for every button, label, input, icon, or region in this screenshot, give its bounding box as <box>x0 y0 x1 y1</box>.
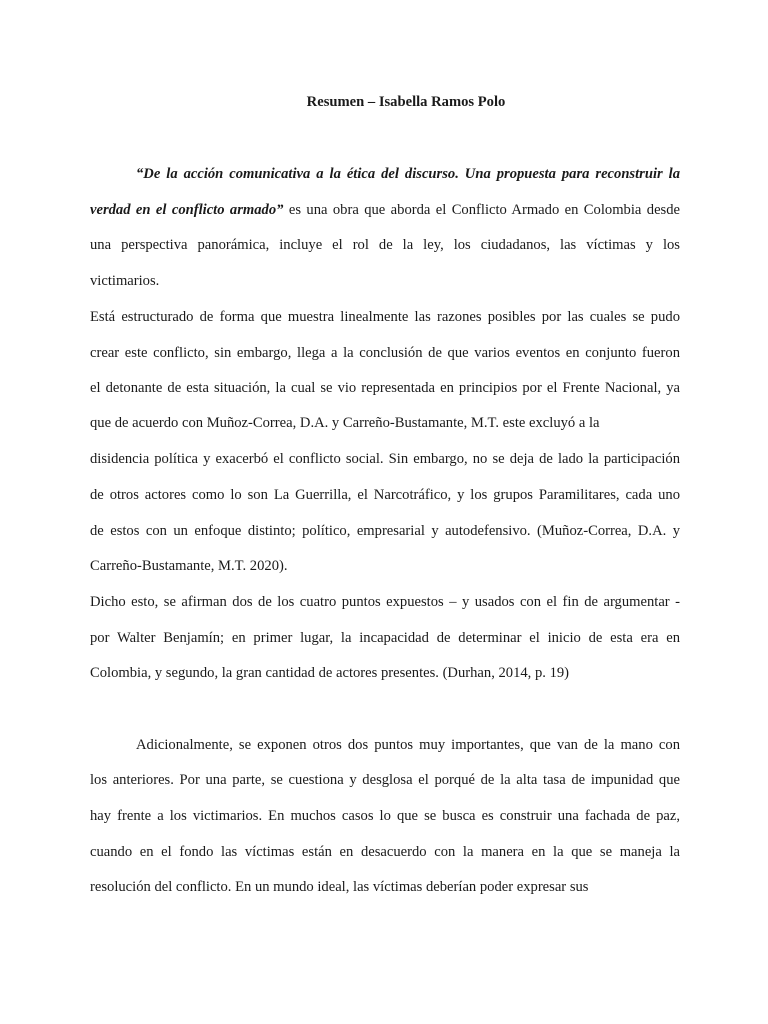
paragraph-4-line: cuando en el fondo las víctimas están en desacuerdo con la manera en la que se maneja la <box>90 844 680 860</box>
paragraph-3-line: por Walter Benjamín; en primer lugar, la incapacidad de determinar el inicio de esta era en <box>90 630 680 646</box>
paragraph-3-line: Dicho esto, se afirman dos de los cuatro puntos expuestos – y usados con el fin de argumentar - <box>90 594 680 610</box>
paragraph-2-line: de otros actores como lo son La Guerrilla, el Narcotráfico, y los grupos Paramilitares, cada uno <box>90 487 680 503</box>
paragraph-2-line: el detonante de esta situación, la cual se vio representada en principios por el Frente Nacional, ya <box>90 380 680 396</box>
paragraph-2-line: Está estructurado de forma que muestra linealmente las razones posibles por las cuales se pudo <box>90 309 680 325</box>
paragraph-4-line: hay frente a los victimarios. En muchos casos lo que se busca es construir una fachada de paz, <box>90 808 680 824</box>
paragraph-3-line: Colombia, y segundo, la gran cantidad de actores presentes. (Durhan, 2014, p. 19) <box>90 665 570 681</box>
paragraph-2-line: crear este conflicto, sin embargo, llega a la conclusión de que varios eventos en conjunto fueron <box>90 345 680 361</box>
document-title: Resumen – Isabella Ramos Polo <box>306 94 506 110</box>
paragraph-2-line: de estos con un enfoque distinto; político, empresarial y autodefensivo. (Muñoz-Correa, D.A. y <box>90 523 680 539</box>
paragraph-1-line-4: victimarios. <box>90 273 160 289</box>
paragraph-4-line: Adicionalmente, se exponen otros dos puntos muy importantes, que van de la mano con <box>136 737 680 753</box>
paragraph-1-line-1: “De la acción comunicativa a la ética del discurso. Una propuesta para reconstruir la <box>136 166 680 182</box>
paragraph-2-line: Carreño-Bustamante, M.T. 2020). <box>90 558 288 574</box>
book-title-continuation: verdad en el conflicto armado” <box>90 202 284 218</box>
paragraph-4-line: los anteriores. Por una parte, se cuestiona y desglosa el porqué de la alta tasa de impunidad que <box>90 772 680 788</box>
paragraph-1-line-2 <box>90 201 680 219</box>
paragraph-1-line-3: una perspectiva panorámica, incluye el rol de la ley, los ciudadanos, las víctimas y los <box>90 237 680 253</box>
paragraph-4-line: resolución del conflicto. En un mundo ideal, las víctimas deberían poder expresar sus <box>90 879 589 895</box>
paragraph-2-line: disidencia política y exacerbó el conflicto social. Sin embargo, no se deja de lado la participación <box>90 451 680 467</box>
paragraph-1-line-2-text: es una obra que aborda el Conflicto Armado en Colombia desde <box>283 202 680 218</box>
paragraph-2-line: que de acuerdo con Muñoz-Correa, D.A. y Carreño-Bustamante, M.T. este excluyó a la <box>90 415 600 431</box>
